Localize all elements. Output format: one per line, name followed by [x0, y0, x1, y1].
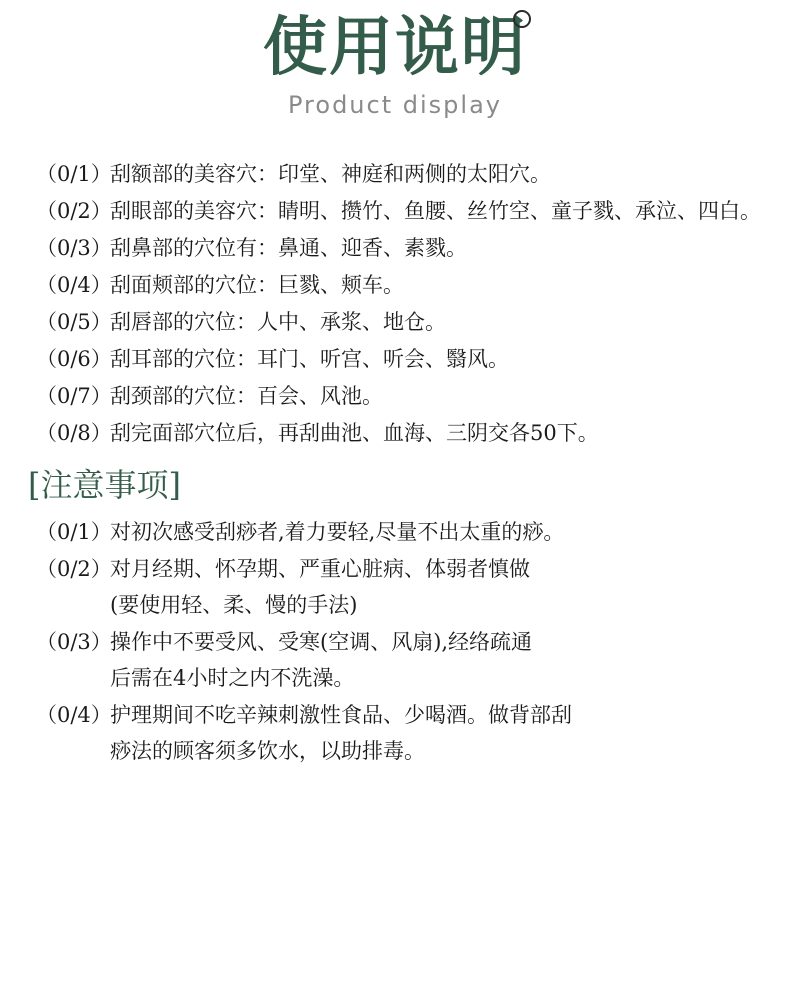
item-text-continued: (要使用轻、柔、慢的手法)	[110, 593, 358, 617]
item-text: 刮面颊部的穴位：巨戮、颊车。	[110, 273, 404, 297]
note-item	[36, 697, 776, 770]
item-number: （0/6）	[36, 347, 112, 371]
item-text: 刮眼部的美容穴：睛明、攒竹、鱼腰、丝竹空、童子戮、承泣、四白。	[110, 199, 761, 223]
item-text: 刮唇部的穴位：人中、承浆、地仓。	[110, 310, 446, 334]
title-wrap	[263, 6, 527, 90]
usage-item	[36, 341, 776, 378]
item-number: （0/1）	[36, 520, 112, 544]
item-number: （0/1）	[36, 162, 112, 186]
note-line	[36, 551, 776, 588]
item-text-continued: 后需在4小时之内不洗澡。	[110, 666, 355, 690]
item-number: （0/8）	[36, 421, 112, 445]
item-text: 刮耳部的穴位：耳门、听宫、听会、翳风。	[110, 347, 509, 371]
item-text: 刮额部的美容穴：印堂、神庭和两侧的太阳穴。	[110, 162, 551, 186]
note-line	[36, 697, 776, 734]
item-number: （0/2）	[36, 199, 112, 223]
item-number: （0/4）	[36, 702, 112, 727]
item-number: （0/3）	[36, 629, 112, 654]
usage-item	[36, 415, 776, 452]
item-number: （0/5）	[36, 310, 112, 334]
item-text: 护理期间不吃辛辣刺激性食品、少喝酒。做背部刮	[110, 702, 572, 727]
item-number: （0/3）	[36, 236, 112, 260]
usage-item	[36, 304, 776, 341]
usage-item	[36, 230, 776, 267]
page-title: 使用说明	[263, 10, 527, 85]
notes-list	[36, 514, 776, 770]
usage-item	[36, 193, 776, 230]
item-text: 对月经期、怀孕期、严重心脏病、体弱者慎做	[110, 556, 530, 581]
item-number: （0/7）	[36, 384, 112, 408]
note-item	[36, 514, 776, 551]
note-item	[36, 624, 776, 697]
usage-item	[36, 267, 776, 304]
item-text: 对初次感受刮痧者,着力要轻,尽量不出太重的痧。	[110, 520, 565, 544]
item-text: 刮鼻部的穴位有：鼻通、迎香、素戮。	[110, 236, 467, 260]
notes-title: [注意事项]	[28, 466, 181, 504]
item-number: （0/2）	[36, 556, 112, 581]
item-text: 刮完面部穴位后，再刮曲池、血海、三阴交各50下。	[110, 421, 599, 445]
item-number: （0/4）	[36, 273, 112, 297]
item-text-continued: 痧法的顾客须多饮水，以助排毒。	[110, 739, 425, 763]
ring-decoration-icon	[513, 10, 531, 28]
usage-item	[36, 378, 776, 415]
usage-item	[36, 156, 776, 193]
header	[0, 6, 790, 120]
note-line	[36, 624, 776, 661]
note-item	[36, 551, 776, 624]
item-text: 刮颈部的穴位：百会、风池。	[110, 384, 383, 408]
page-subtitle: Product display	[288, 91, 502, 119]
item-text: 操作中不要受风、受寒(空调、风扇),经络疏通	[110, 629, 533, 654]
usage-list	[36, 156, 776, 452]
note-line	[36, 514, 776, 551]
